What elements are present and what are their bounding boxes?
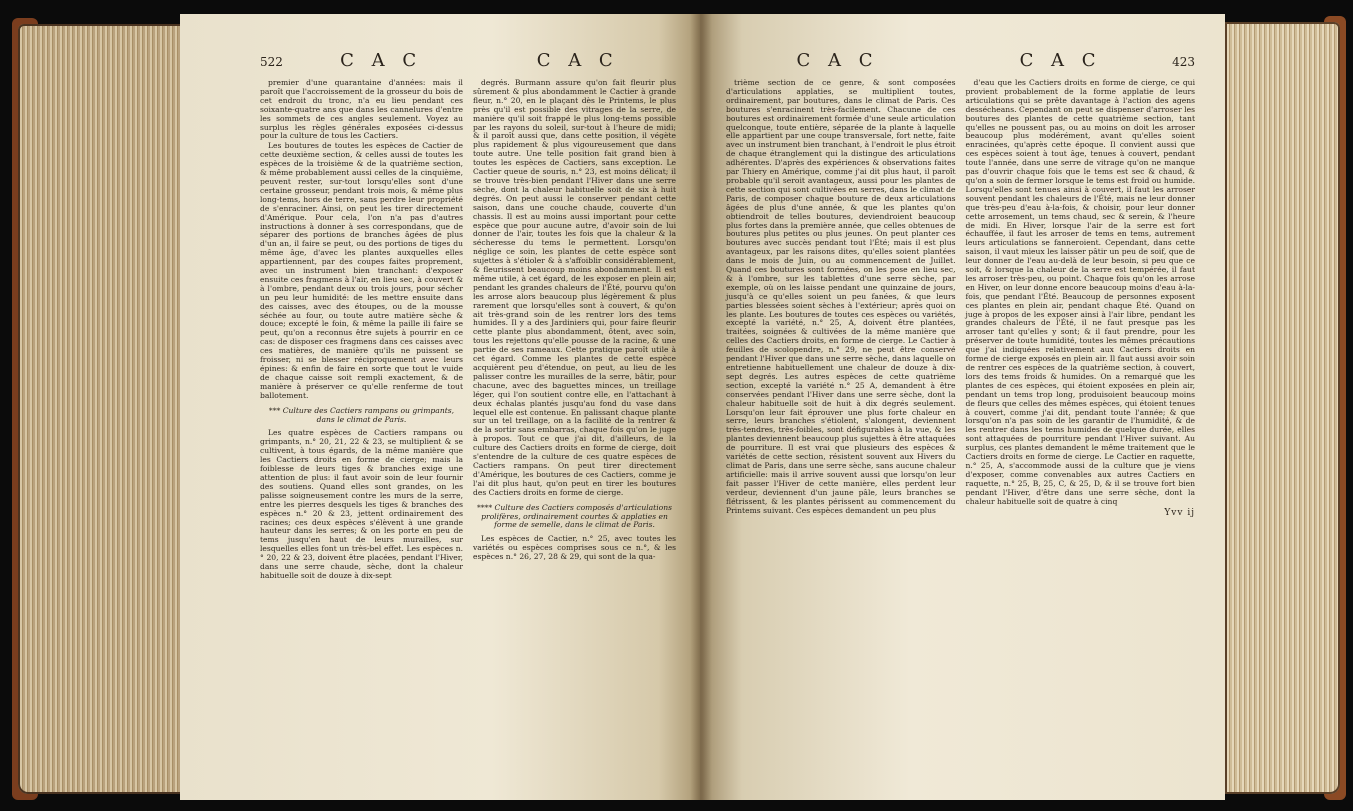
paragraph: Les quatre espèces de Cactiers rampans ou grimpants, n.° 20, 21, 22 & 23, se multiplient & se cultivent, à tous égards, de la même manière que les Cactiers droits en forme de cierge; mais la foiblesse de leurs tiges & branches exige une attention de plus: il faut avoir soin de leur fournir des soutiens. Quand elles sont grandes, on les palisse soigneusement contre les murs de la serre, entre les pierres desquels les tiges & branches des espèces n.° 20 & 23, jettent ordinairement des racines; ces deux espèces s'élèvent à une grande hauteur dans les serres; & on les porte en peu de tems jusqu'en haut de leurs murailles, sur lesquelles elles font un très-bel effet. Les espèces n.° 20, 22 & 23, doivent être placées, pendant l'Hiver, dans une serre chaude, sèche, dont la chaleur habituelle soit de douze à dix-sept	[260, 428, 463, 580]
page-edges-right	[1225, 22, 1340, 794]
paragraph: premier d'une quarantaine d'années: mais il paroît que l'accroissement de la grosseur du bois de cet endroit du tronc, n'a eu lieu pendant ces soixante-quatre ans que dans les cannelures d'entre les sommets de ces angles seulement. Voyez au surplus les règles générales exposées ci-dessus pour la culture de tous les Cactiers.	[260, 78, 463, 141]
page-edges-left	[18, 24, 186, 794]
paragraph: trième section de ce genre, & sont composées d'articulations applaties, se multiplient toutes, ordinairement, par boutures, dans le climat de Paris. Ces boutures s'enracinent très-facilement. Chacune de ces boutures est ordinairement formée d'une seule articulation quelconque, toute entière, séparée de la plante à laquelle elle appartient par une coupe transversale, fort nette, faite avec un instrument bien tranchant, à l'endroit le plus étroit de chaque étranglement qui la distingue des articulations adhérentes. D'après des expériences & observations faites par Thiery en Amérique, comme j'ai dit plus haut, il paroît probable qu'il seroit avantageux, aussi pour les plantes de cette section qui sont cultivées en serres, dans le climat de Paris, de composer chaque bouture de deux articulations âgées de plus d'une année, & que les plantes qu'on obtiendroit de telles boutures, deviendroient beaucoup plus fortes dans la première année, que celles obtenues de boutures plus petites ou plus jeunes. On peut planter ces boutures avec succès pendant tout l'Été; mais il est plus avantageux, par les raisons dites, qu'elles soient plantées dans le mois de Juin, ou au commencement de Juillet. Quand ces boutures sont formées, on les pose en lieu sec, & à l'ombre, sur les tablettes d'une serre sèche, par exemple, où on les laisse pendant une quinzaine de jours, jusqu'à ce qu'elles soient un peu fanées, & que leurs parties blessées soient sèches à l'extérieur; après quoi on les plante. Les boutures de toutes ces espèces ou variétés, excepté la variété, n.° 25, A, doivent être plantées, traitées, soignées & cultivées de la même manière que celles des Cactiers droits, en forme de cierge. Le Cactier à feuilles de scolopendre, n.° 29, ne peut être conservé pendant l'Hiver que dans une serre sèche, dans laquelle on entretienne habituellement une chaleur de douze à dix-sept degrés. Les autres espèces de cette quatrième section, excepté la variété n.° 25 A, demandent à être conservées pendant l'Hiver dans une serre sèche, dont la chaleur habituelle soit de huit à dix degrés seulement. Lorsqu'on leur fait éprouver une plus forte chaleur en serre, leurs branches s'étiolent, s'alongent, deviennent très-tendres, très-foibles, sont défigurables à la vue, & les plantes deviennent beaucoup plus sujettes à être attaquées de pourriture. Il est vrai que plusieurs des espèces & variétés de cette section, résistent souvent aux Hivers du climat de Paris, dans une serre sèche, sans aucune chaleur artificielle: mais il arrive souvent aussi que lorsqu'on leur fait passer l'Hiver de cette manière, elles perdent leur verdeur, deviennent d'un jaune pâle, leurs branches se flétrissent, & les plantes périssent au commencement du Printems suivant. Ces espèces demandent un peu plus	[726, 78, 956, 515]
right-page-columns	[726, 79, 1195, 517]
left-page-header	[260, 50, 676, 71]
paragraph: degrés. Burmann assure qu'on fait fleurir plus sûrement & plus abondamment le Cactier à grande fleur, n.° 20, en le plaçant dès le Printems, le plus près qu'il est possible des vitrages de la serre, de manière qu'il soit frappé le plus long-tems possible par les rayons du soleil, sur-tout à l'heure de midi; & il paroît aussi que, dans cette position, il végète plus rapidement & plus vigoureusement que dans toute autre. Une telle position fait grand bien à toutes les espèces de Cactiers, sans exception. Le Cactier queue de souris, n.° 23, est moins délicat; il se trouve très-bien pendant l'Hiver dans une serre sèche, dont la chaleur habituelle soit de six à huit degrés. On peut aussi le conserver pendant cette saison, dans une couche chaude, couverte d'un chassis. Il est au moins aussi important pour cette espèce que pour aucune autre, d'avoir soin de lui donner de l'air, toutes les fois que la chaleur & la sécheresse du tems le permettent. Lorsqu'on néglige ce soin, les plantes de cette espèce sont sujettes à s'étioler & à s'affoiblir considérablement, & fleurissent beaucoup moins abondamment. Il est même utile, à cet égard, de les exposer en plein air, pendant les grandes chaleurs de l'Été, pourvu qu'on les arrose alors beaucoup plus légèrement & plus rarement que lorsqu'elles sont à couvert, & qu'on ait très-grand soin de les rentrer lors des tems humides. Il y a des Jardiniers qui, pour faire fleurir cette plante plus abondamment, ôtent, avec soin, tous les rejettons qu'elle pousse de la racine, & une partie de ses rameaux. Cette pratique paroît utile à cet égard. Comme les plantes de cette espèce acquièrent peu d'étendue, on peut, au lieu de les palisser contre les murailles de la serre, bâtir, pour chacune, avec des baguettes minces, un treillage léger, qui l'on soutient contre elle, en l'attachant à deux échalas plantés jusqu'au fond du vase dans lequel elle est contenue. En palissant chaque plante sur un tel treillage, on a la facilité de la rentrer & de la sortir sans embarras, chaque fois qu'on le juge à propos. Tout ce que j'ai dit, d'ailleurs, de la culture des Cactiers droits en forme de cierge, doit s'entendre de la culture de ces quatre espèces de Cactiers rampans. On peut tirer directement d'Amérique, les boutures de ces Cactiers, comme je l'ai dit plus haut, qu'on peut en tirer les boutures des Cactiers droits en forme de cierge.	[473, 78, 676, 497]
right-page	[700, 14, 1225, 800]
left-page	[180, 14, 700, 800]
left-page-columns	[260, 79, 676, 582]
right-column-1	[726, 79, 956, 517]
section-heading: **** Culture des Cactiers composés d'articulations prolifères, ordinairement courtes & applaties en forme de semelle, dans le climat de Paris.	[476, 502, 673, 530]
open-book	[18, 14, 1340, 800]
paragraph: d'eau que les Cactiers droits en forme de cierge, ce qui provient probablement de la forme applatie de leurs articulations qui se prête davantage à l'action des agens dessécheans. Cependant on peut se dispenser d'arroser les boutures des plantes de cette quatrième section, tant qu'elles ne poussent pas, ou au moins on doit les arroser beaucoup plus modérément, avant qu'elles soient enracinées, qu'après cette époque. Il convient aussi que ces espèces soient à tout âge, tenues à couvert, pendant toute l'année, dans une serre de vitrage qu'on ne manque pas d'ouvrir chaque fois que le tems est sec & chaud, & qu'on a soin de fermer lorsque le tems est froid ou humide. Lorsqu'elles sont tenues ainsi à couvert, il faut les arroser souvent pendant les chaleurs de l'Été, mais ne leur donner que très-peu d'eau à-la-fois, & choisir, pour leur donner cette arrosement, un tems chaud, sec & serein, & l'heure de midi. En Hiver, lorsque l'air de la serre est fort échauffée, il faut les arroser de tems en tems, autrement leurs articulations se fanneroient. Cependant, dans cette saison, il vaut mieux les laisser pâtir un peu de soif, que de leur donner de l'eau au-delà de leur besoin, si peu que ce soit, & lorsque la chaleur de la serre est tempérée, il faut les arroser très-peu, ou point. Chaque fois qu'on les arrose en Hiver, on leur donne encore beaucoup moins d'eau à-la-fois, que pendant l'Été. Beaucoup de personnes exposent ces plantes en plein air, pendant chaque Été. Quand on juge à propos de les exposer ainsi à l'air libre, pendant les grandes chaleurs de l'Été, il ne faut presque pas les arroser tant qu'elles y sont; & il faut prendre, pour les préserver de toute humidité, toutes les mêmes précautions que j'ai indiquées relativement aux Cactiers droits en forme de cierge exposés en plein air. Il faut aussi avoir soin de rentrer ces espèces de la quatrième section, à couvert, lors des tems froids & humides. On a remarqué que les plantes de ces espèces, qui étoient exposées en plein air, pendant un tems trop long, produisoient beaucoup moins de fleurs que celles des mêmes espèces, qui étoient tenues à couvert, comme j'ai dit, pendant toute l'année; & que lorsqu'on n'a pas soin de les garantir de l'humidité, & de les rentrer dans les tems humides de quelque durée, elles sont attaquées de pourriture pendant l'Hiver suivant. Au surplus, ces plantes demandent le même traitement que le Cactiers droits en forme de cierge. Le Cactier en raquette, n.° 25, A, s'accommode aussi de la culture que je viens d'exposer, comme convenables aux autres Cactiers en raquette, n.° 25, B, 25, C, & 25, D, & il se trouve fort bien pendant l'Hiver, d'être dans une serre sèche, dont la chaleur habituelle soit de quatre à cinq	[965, 78, 1196, 506]
left-page-number: 522	[260, 55, 283, 69]
right-page-number: 423	[1172, 55, 1195, 69]
left-col2-running-head: C A C	[536, 50, 619, 71]
paragraph: Les boutures de toutes les espèces de Cactier de cette deuxième section, & celles aussi de toutes les espèces de la troisième & de la quatrième section, & même probablement aussi celles de la cinquième, peuvent rester, sur-tout lorsqu'elles sont d'une certaine grosseur, pendant trois mois, & même plus long-tems, hors de terre, sans perdre leur propriété de s'enraciner. Ainsi, on peut les tirer directement d'Amérique. Pour cela, l'on n'a pas d'autres instructions à donner à ses correspondans, que de séparer des portions de branches âgées de plus d'un an, il faire se peut, ou des portions de tiges du même âge, d'avec les plantes auxquelles elles appartiennent, par des coupes faites proprement, avec un instrument bien tranchant: d'exposer ensuite ces fragmens à l'air, en lieu sec, à couvert & à l'ombre, pendant deux ou trois jours, pour sécher un peu leur humidité: de les mettre ensuite dans des caisses, avec des étoupes, ou de la mousse séchée au four, ou toute autre matière sèche & douce; excepté le foin, & même la paille ili faire se peut, qu'on a reconnus être sujets à pourrir en ce cas: de disposer ces fragmens dans ces caisses avec ces matières, de manière qu'ils ne puissent se froisser, ni se blesser réciproquement avec leurs épines: & enfin de faire en sorte que tout le vuide de chaque caisse soit rempli exactement, & de manière à préserver ce qu'elle renferme de tout ballotement.	[260, 141, 463, 400]
left-running-head: C A C	[340, 50, 423, 71]
section-heading: *** Culture des Cactiers rampans ou grimpants, dans le climat de Paris.	[268, 405, 455, 424]
left-column-2	[473, 79, 676, 582]
signature-mark: Yvv ij	[1164, 507, 1195, 518]
left-column-1	[260, 79, 463, 582]
right-page-header	[726, 50, 1195, 71]
right-running-head: C A C	[1019, 50, 1102, 71]
right-col1-running-head: C A C	[796, 50, 879, 71]
book-gutter	[690, 14, 712, 800]
paragraph: Les espèces de Cactier, n.° 25, avec toutes les variétés ou espèces comprises sous ce n.°, & les espèces n.° 26, 27, 28 & 29, qui sont de la qua-	[473, 534, 676, 562]
right-column-2	[966, 79, 1196, 517]
